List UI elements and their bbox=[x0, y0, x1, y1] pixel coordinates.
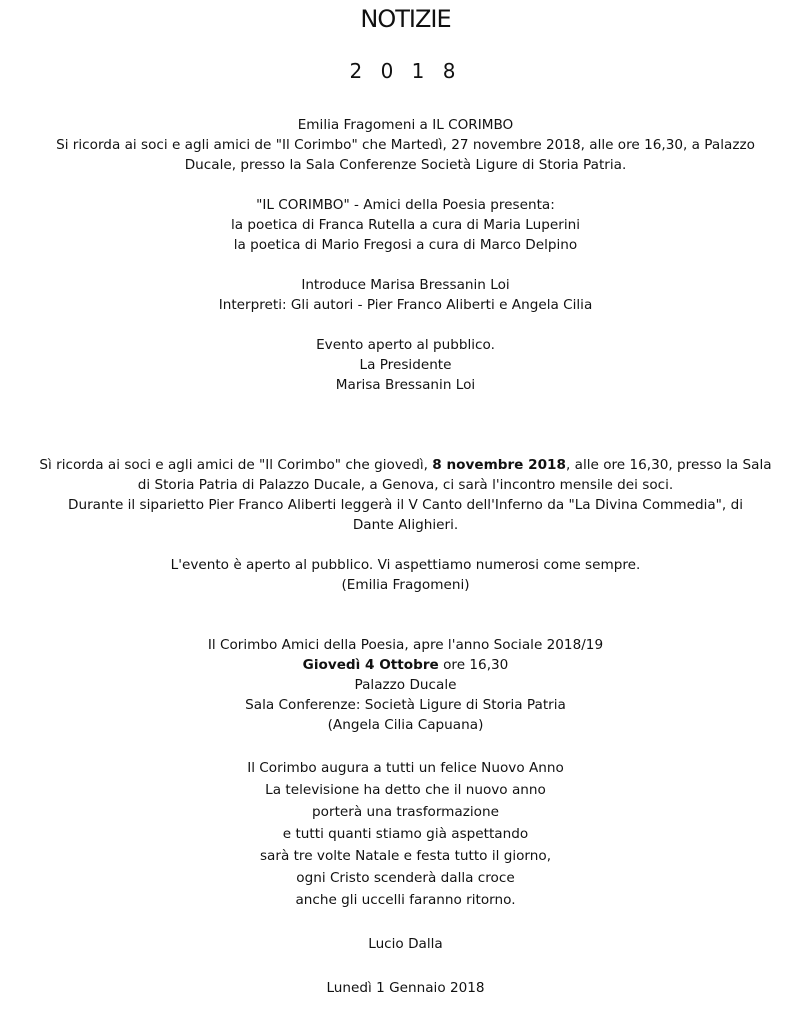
poem-line: Il Corimbo augura a tutti un felice Nuovo Anno bbox=[247, 760, 564, 776]
news-line: La Presidente bbox=[359, 357, 452, 373]
news-line bbox=[0, 175, 811, 195]
news-date-highlight: Giovedì 4 Ottobre bbox=[302, 657, 439, 673]
news-date: Lunedì 1 Gennaio 2018 bbox=[326, 980, 485, 996]
page-title: NOTIZIE bbox=[360, 5, 451, 33]
news-line: Durante il siparietto Pier Franco Aliberti leggerà il V Canto dell'Inferno da "La Divina Commedia", di bbox=[68, 497, 743, 513]
poem-line: sarà tre volte Natale e festa tutto il giorno, bbox=[259, 848, 552, 864]
poem-author: Lucio Dalla bbox=[368, 936, 443, 952]
news-line bbox=[0, 255, 811, 275]
news-line: di Storia Patria di Palazzo Ducale, a Genova, ci sarà l'incontro mensile dei soci. bbox=[137, 477, 674, 493]
news-line: L'evento è aperto al pubblico. Vi aspettiamo numerosi come sempre. bbox=[170, 557, 641, 573]
news-line: Introduce Marisa Bressanin Loi bbox=[301, 277, 510, 293]
news-line: Il Corimbo Amici della Poesia, apre l'anno Sociale 2018/19 bbox=[207, 637, 604, 653]
news-line: Si ricorda ai soci e agli amici de "Il Corimbo" che Martedì, 27 novembre 2018, alle ore 16,30, a Palazzo bbox=[56, 137, 755, 153]
news-line: Ducale, presso la Sala Conferenze Società Ligure di Storia Patria. bbox=[184, 157, 627, 173]
news-item-nuovo-anno bbox=[0, 757, 811, 999]
poem-line: anche gli uccelli faranno ritorno. bbox=[295, 892, 516, 908]
news-line: Marisa Bressanin Loi bbox=[335, 377, 476, 393]
poem-line bbox=[0, 955, 811, 977]
news-line: (Angela Cilia Capuana) bbox=[327, 717, 484, 733]
poem-line: e tutti quanti stiamo già aspettando bbox=[282, 826, 529, 842]
news-line bbox=[0, 535, 811, 555]
news-line: la poetica di Franca Rutella a cura di Maria Luperini bbox=[230, 217, 581, 233]
news-text: , alle ore 16,30, presso la Sala bbox=[565, 457, 772, 473]
news-line: Sala Conferenze: Società Ligure di Storia Patria bbox=[245, 697, 566, 713]
news-item-corimbo-fragomeni bbox=[0, 115, 811, 395]
news-line: Dante Alighieri. bbox=[352, 517, 459, 533]
news-item-anno-sociale bbox=[0, 635, 811, 735]
news-item-8-novembre bbox=[0, 455, 811, 595]
news-line: (Emilia Fragomeni) bbox=[341, 577, 470, 593]
news-text: ore 16,30 bbox=[438, 657, 509, 673]
news-line: Emilia Fragomeni a IL CORIMBO bbox=[297, 117, 514, 133]
news-date-highlight: 8 novembre 2018 bbox=[432, 457, 566, 473]
news-line: "IL CORIMBO" - Amici della Poesia presenta: bbox=[256, 197, 555, 213]
news-line bbox=[0, 655, 811, 675]
news-line bbox=[0, 315, 811, 335]
news-text: Sì ricorda ai soci e agli amici de "Il Corimbo" che giovedì, bbox=[39, 457, 433, 473]
news-line: la poetica di Mario Fregosi a cura di Marco Delpino bbox=[233, 237, 578, 253]
news-line: Evento aperto al pubblico. bbox=[316, 337, 495, 353]
poem-line: La televisione ha detto che il nuovo anno bbox=[265, 782, 546, 798]
poem-line: ogni Cristo scenderà dalla croce bbox=[296, 870, 515, 886]
poem-line: porterà una trasformazione bbox=[312, 804, 499, 820]
news-line: Palazzo Ducale bbox=[354, 677, 457, 693]
news-line bbox=[0, 455, 811, 475]
news-line: Interpreti: Gli autori - Pier Franco Aliberti e Angela Cilia bbox=[218, 297, 593, 313]
year-heading: 2 0 1 8 bbox=[349, 59, 462, 83]
poem-line bbox=[0, 911, 811, 933]
